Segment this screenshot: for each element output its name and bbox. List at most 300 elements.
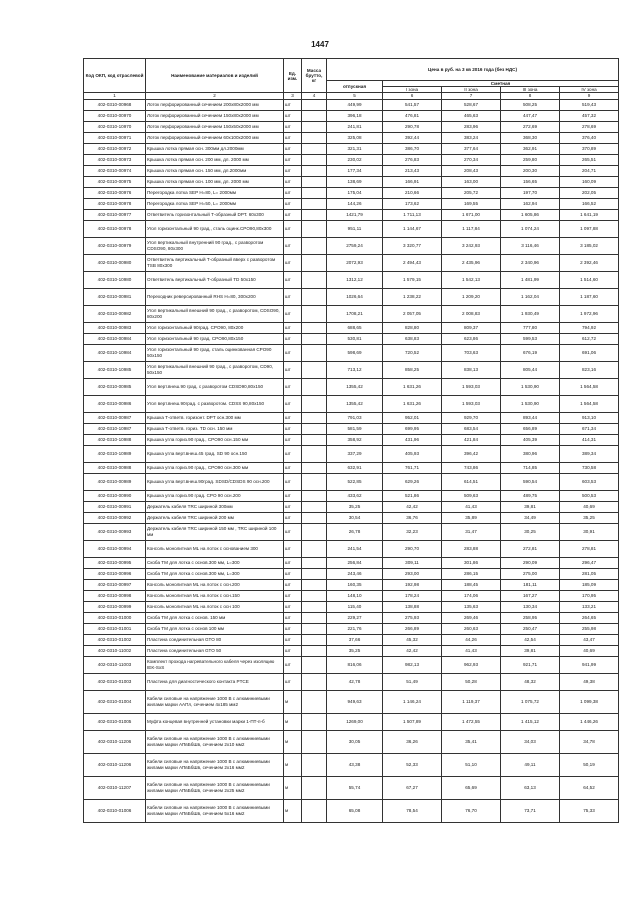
row-price-zone-2: 286,15 (442, 568, 501, 579)
row-mass (302, 165, 327, 176)
row-mass (302, 198, 327, 209)
row-name: Угол вертикальный внешний 90 град., с разворотом, CDSO90, 80х200 (146, 305, 284, 322)
table-row (84, 623, 619, 634)
row-unit: шт (284, 490, 302, 501)
row-unit: шт (284, 254, 302, 271)
row-name: Перегородка лотка SEP H=50, L= 2000мм (146, 198, 284, 209)
row-price-otpusk: 321,31 (327, 143, 383, 154)
table-row (84, 473, 619, 490)
row-name: Крышка Т-ответв. горизонт. DPT осн.300 мм (146, 412, 284, 423)
row-price-otpusk: 35,25 (327, 501, 383, 512)
header-zone-4: IV зона (560, 87, 619, 93)
row-price-zone-3: 156,65 (501, 176, 560, 187)
row-price-zone-4: 204,71 (560, 165, 619, 176)
row-price-zone-2: 1 119,37 (442, 690, 501, 713)
table-row (84, 423, 619, 434)
table-row (84, 395, 619, 412)
row-unit: шт (284, 220, 302, 237)
row-price-otpusk: 241,81 (327, 121, 383, 132)
row-name: Кабели силовые на напряжение 1000 В с алюминиевыми жилами марки АПвБбШв, сечением 5х16 мм2 (146, 799, 284, 822)
row-mass (302, 634, 327, 645)
column-number: 8 (501, 93, 560, 99)
row-code: 402-0310-00983 (84, 322, 146, 333)
row-unit: шт (284, 445, 302, 462)
row-unit: шт (284, 473, 302, 490)
row-name: Угол верт.внеш.90 град. с разворотом CDSD90,80х150 (146, 378, 284, 395)
row-price-zone-4: 1 564,58 (560, 378, 619, 395)
row-price-zone-4: 1 099,38 (560, 690, 619, 713)
row-mass (302, 110, 327, 121)
row-code: 402-0310-11206 (84, 730, 146, 753)
row-price-otpusk: 1421,79 (327, 209, 383, 220)
row-name: Крышка лотка прямая осн. 150 мм, дл.2000мм (146, 165, 284, 176)
row-price-zone-1: 431,96 (383, 434, 442, 445)
row-unit: шт (284, 143, 302, 154)
row-price-zone-2: 208,43 (442, 165, 501, 176)
row-price-zone-4: 50,19 (560, 753, 619, 776)
row-unit: шт (284, 132, 302, 143)
row-mass (302, 423, 327, 434)
row-code: 402-0310-00973 (84, 154, 146, 165)
row-code: 402-0310-00986 (84, 395, 146, 412)
row-price-zone-3: 34,49 (501, 512, 560, 523)
row-name: Угол вертикальный внутренний 90 град., с разворотом CDSO90, 80х300 (146, 237, 284, 254)
row-code: 402-0310-00988 (84, 462, 146, 473)
row-price-zone-4: 202,05 (560, 187, 619, 198)
table-row (84, 462, 619, 473)
row-code: 402-0310-00980 (84, 254, 146, 271)
row-name: Ответвитель вертикальный Т-образный вверх с разворотом TSB 80х300 (146, 254, 284, 271)
row-price-otpusk: 230,02 (327, 154, 383, 165)
table-row (84, 601, 619, 612)
row-price-zone-1: 541,57 (383, 99, 442, 110)
row-code: 402-0310-00989 (84, 473, 146, 490)
table-row (84, 634, 619, 645)
header-mass: Масса брутто, кг (302, 59, 327, 93)
row-price-zone-1: 1 631,26 (383, 395, 442, 412)
row-price-otpusk: 175,04 (327, 187, 383, 198)
row-name: Крышка лотка прямая осн. 200 мм, дл. 2000 мм (146, 154, 284, 165)
row-name: Крышка Т-ответв. гориз. TD осн. 150 мм (146, 423, 284, 434)
table-row (84, 730, 619, 753)
row-price-zone-2: 1 117,84 (442, 220, 501, 237)
row-price-zone-3: 656,89 (501, 423, 560, 434)
row-price-zone-2: 51,10 (442, 753, 501, 776)
row-name: Крышка угла верт.внеш.90град. SDSD/CDSDS 90 осн.200 (146, 473, 284, 490)
row-mass (302, 121, 327, 132)
row-name: Консоль монолитная ML на лоток с осн.200 (146, 579, 284, 590)
table-row (84, 656, 619, 673)
row-price-zone-1: 192,98 (383, 579, 442, 590)
row-price-zone-1: 178,24 (383, 590, 442, 601)
row-price-zone-3: 130,34 (501, 601, 560, 612)
row-name: Крышка лотка прямая осн. 100 мм, дл. 2000 мм (146, 176, 284, 187)
row-price-zone-2: 1 472,55 (442, 713, 501, 730)
row-mass (302, 344, 327, 361)
row-price-zone-1: 36,26 (383, 730, 442, 753)
row-code: 402-0310-00981 (84, 288, 146, 305)
row-price-zone-3: 1 415,12 (501, 713, 560, 730)
row-price-zone-1: 32,23 (383, 523, 442, 540)
table-row (84, 753, 619, 776)
row-price-zone-1: 275,93 (383, 612, 442, 623)
row-price-zone-4: 265,51 (560, 154, 619, 165)
row-price-zone-4: 3 185,02 (560, 237, 619, 254)
row-price-zone-2: 377,64 (442, 143, 501, 154)
row-price-zone-2: 174,06 (442, 590, 501, 601)
table-row (84, 333, 619, 344)
table-row (84, 776, 619, 799)
row-code: 402-0310-00979 (84, 237, 146, 254)
table-row (84, 445, 619, 462)
row-price-zone-2: 301,86 (442, 557, 501, 568)
row-unit: м (284, 690, 302, 713)
table-row (84, 568, 619, 579)
row-price-zone-4: 1 514,60 (560, 271, 619, 288)
row-price-zone-2: 929,70 (442, 412, 501, 423)
table-row (84, 673, 619, 690)
row-unit: шт (284, 305, 302, 322)
column-number: 1 (84, 93, 146, 99)
row-name: Крышка лотка прямая осн. 300мм дл.2000мм (146, 143, 284, 154)
row-price-zone-3: 258,95 (501, 612, 560, 623)
row-code: 402-0310-00987 (84, 412, 146, 423)
row-mass (302, 412, 327, 423)
row-mass (302, 395, 327, 412)
row-code: 402-0310-01002 (84, 634, 146, 645)
row-price-otpusk: 148,10 (327, 590, 383, 601)
row-price-zone-3: 39,81 (501, 645, 560, 656)
row-mass (302, 557, 327, 568)
row-code: 402-0310-11207 (84, 776, 146, 799)
row-price-zone-1: 952,01 (383, 412, 442, 423)
row-code: 402-0310-00977 (84, 209, 146, 220)
row-code: 402-0310-00985 (84, 378, 146, 395)
row-price-zone-1: 2 057,05 (383, 305, 442, 322)
row-mass (302, 713, 327, 730)
row-unit: шт (284, 645, 302, 656)
row-unit: м (284, 713, 302, 730)
row-price-zone-1: 1 146,24 (383, 690, 442, 713)
row-price-zone-4: 519,43 (560, 99, 619, 110)
row-price-zone-2: 1 593,03 (442, 395, 501, 412)
row-price-otpusk: 144,26 (327, 198, 383, 209)
row-price-zone-4: 49,38 (560, 673, 619, 690)
row-name: Угол горизонтальный 90град. CPO90, 80х200 (146, 322, 284, 333)
table-row (84, 132, 619, 143)
row-price-zone-4: 133,21 (560, 601, 619, 612)
row-unit: шт (284, 198, 302, 209)
row-code: 402-0310-00976 (84, 187, 146, 198)
row-price-zone-4: 1 972,96 (560, 305, 619, 322)
row-price-zone-1: 213,43 (383, 165, 442, 176)
row-price-otpusk: 55,74 (327, 776, 383, 799)
row-code: 402-0310-00984 (84, 333, 146, 344)
row-price-zone-1: 1 579,15 (383, 271, 442, 288)
row-mass (302, 361, 327, 378)
row-unit: шт (284, 187, 302, 198)
row-name: Муфта концевая внутренней установки марки 1-ПТ-п-б (146, 713, 284, 730)
row-price-zone-2: 270,34 (442, 154, 501, 165)
row-price-otpusk: 43,38 (327, 753, 383, 776)
row-price-zone-4: 1 446,26 (560, 713, 619, 730)
row-price-otpusk: 713,12 (327, 361, 383, 378)
row-price-zone-2: 35,89 (442, 512, 501, 523)
row-price-zone-4: 30,91 (560, 523, 619, 540)
row-price-zone-1: 405,93 (383, 445, 442, 462)
row-unit: шт (284, 361, 302, 378)
row-price-zone-4: 1 564,58 (560, 395, 619, 412)
row-mass (302, 220, 327, 237)
row-price-zone-4: 278,81 (560, 540, 619, 557)
row-price-zone-1: 293,00 (383, 568, 442, 579)
row-price-zone-3: 275,00 (501, 568, 560, 579)
row-unit: шт (284, 344, 302, 361)
table-row (84, 271, 619, 288)
row-name: Кабели силовые на напряжение 1000 В с алюминиевыми жилами марки АПвБбШв, сечением 2х16 мм2 (146, 753, 284, 776)
row-mass (302, 579, 327, 590)
row-price-zone-3: 167,27 (501, 590, 560, 601)
row-mass (302, 154, 327, 165)
table-row (84, 254, 619, 271)
row-price-otpusk: 325,08 (327, 132, 383, 143)
row-price-zone-4: 34,78 (560, 730, 619, 753)
row-price-zone-2: 188,45 (442, 579, 501, 590)
table-row (84, 412, 619, 423)
row-price-zone-3: 181,11 (501, 579, 560, 590)
row-code: 402-0310-10970 (84, 121, 146, 132)
row-price-otpusk: 138,69 (327, 176, 383, 187)
row-price-zone-4: 166,52 (560, 198, 619, 209)
row-price-zone-1: 3 320,77 (383, 237, 442, 254)
row-mass (302, 288, 327, 305)
row-price-zone-3: 290,09 (501, 557, 560, 568)
table-row (84, 799, 619, 822)
header-otpusk: отпускная (327, 81, 383, 93)
row-name: Консоль монолитная ML на лоток с осн.150 (146, 590, 284, 601)
row-price-otpusk: 229,27 (327, 612, 383, 623)
header-code: Код ОКП, код отраслевой (84, 59, 146, 93)
header-zone-1: I зона (383, 87, 442, 93)
table-row (84, 590, 619, 601)
row-price-otpusk: 221,76 (327, 623, 383, 634)
row-price-zone-1: 290,70 (383, 540, 442, 557)
row-price-zone-2: 44,26 (442, 634, 501, 645)
row-price-zone-3: 599,53 (501, 333, 560, 344)
row-mass (302, 776, 327, 799)
row-code: 402-0310-00971 (84, 132, 146, 143)
row-price-zone-3: 48,32 (501, 673, 560, 690)
row-name: Скоба ТМ для лотка с основ 100 мм (146, 623, 284, 634)
row-price-zone-2: 528,67 (442, 99, 501, 110)
row-price-zone-1: 982,13 (383, 656, 442, 673)
row-price-zone-4: 64,52 (560, 776, 619, 799)
row-price-otpusk: 26,78 (327, 523, 383, 540)
row-price-otpusk: 30,54 (327, 512, 383, 523)
row-unit: шт (284, 523, 302, 540)
row-price-zone-1: 138,88 (383, 601, 442, 612)
table-row (84, 237, 619, 254)
row-name: Лоток перфорированный сечением 60х100х2000 мм (146, 132, 284, 143)
row-price-zone-4: 1 641,19 (560, 209, 619, 220)
row-unit: шт (284, 568, 302, 579)
table-row (84, 143, 619, 154)
row-price-zone-1: 309,11 (383, 557, 442, 568)
row-price-zone-3: 30,25 (501, 523, 560, 540)
row-code: 402-0310-00968 (84, 99, 146, 110)
row-price-zone-3: 39,81 (501, 501, 560, 512)
row-price-zone-4: 75,33 (560, 799, 619, 822)
row-price-zone-2: 1 593,03 (442, 378, 501, 395)
header-name: Наименование материалов и изделий (146, 59, 284, 93)
row-name: Крышка угла гориз.90 град., CPO90 осн.150 мм (146, 434, 284, 445)
row-unit: шт (284, 378, 302, 395)
row-price-zone-4: 264,65 (560, 612, 619, 623)
row-price-otpusk: 35,25 (327, 645, 383, 656)
row-unit: м (284, 776, 302, 799)
row-price-zone-3: 2 340,96 (501, 254, 560, 271)
row-code: 402-0310-00990 (84, 490, 146, 501)
table-row (84, 523, 619, 540)
row-price-zone-4: 43,47 (560, 634, 619, 645)
row-name: Кабели силовые на напряжение 1000 В с алюминиевыми жилами марки ААПл, сечением 4х185 мм2 (146, 690, 284, 713)
row-mass (302, 523, 327, 540)
row-price-zone-1: 266,89 (383, 623, 442, 634)
row-price-zone-4: 500,53 (560, 490, 619, 501)
row-mass (302, 656, 327, 673)
row-unit: шт (284, 579, 302, 590)
row-price-zone-3: 1 481,99 (501, 271, 560, 288)
header-zone-3: III зона (501, 87, 560, 93)
row-unit: шт (284, 557, 302, 568)
row-price-zone-3: 1 162,04 (501, 288, 560, 305)
row-unit: шт (284, 237, 302, 254)
row-price-otpusk: 1708,21 (327, 305, 383, 322)
row-price-zone-2: 3 242,93 (442, 237, 501, 254)
column-number: 2 (146, 93, 284, 99)
table-row (84, 344, 619, 361)
table-row (84, 690, 619, 713)
row-unit: м (284, 730, 302, 753)
row-price-zone-3: 1 075,72 (501, 690, 560, 713)
row-mass (302, 209, 327, 220)
row-price-zone-3: 250,47 (501, 623, 560, 634)
table-row (84, 378, 619, 395)
row-unit: шт (284, 501, 302, 512)
row-price-otpusk: 598,69 (327, 344, 383, 361)
row-price-zone-1: 1 144,67 (383, 220, 442, 237)
row-price-zone-2: 509,63 (442, 490, 501, 501)
row-price-otpusk: 396,18 (327, 110, 383, 121)
row-price-zone-1: 1 631,26 (383, 378, 442, 395)
row-price-otpusk: 949,63 (327, 690, 383, 713)
row-mass (302, 176, 327, 187)
row-code: 402-0310-00998 (84, 590, 146, 601)
row-price-zone-2: 703,63 (442, 344, 501, 361)
row-price-zone-3: 49,11 (501, 753, 560, 776)
table-row (84, 110, 619, 121)
row-price-zone-3: 405,39 (501, 434, 560, 445)
row-price-zone-1: 210,66 (383, 187, 442, 198)
row-code: 402-0310-10984 (84, 344, 146, 361)
row-price-zone-4: 457,32 (560, 110, 619, 121)
row-unit: шт (284, 288, 302, 305)
column-number: 7 (442, 93, 501, 99)
table-row (84, 165, 619, 176)
row-price-zone-1: 699,95 (383, 423, 442, 434)
table-row (84, 490, 619, 501)
row-price-otpusk: 688,65 (327, 322, 383, 333)
row-code: 402-0310-11003 (84, 656, 146, 673)
row-mass (302, 590, 327, 601)
row-name: Лоток перфорированный сечением 150х50х2000 мм (146, 121, 284, 132)
table-row (84, 154, 619, 165)
row-price-zone-4: 603,53 (560, 473, 619, 490)
table-row (84, 361, 619, 378)
row-price-zone-1: 2 494,43 (383, 254, 442, 271)
row-mass (302, 445, 327, 462)
row-price-zone-4: 1 187,60 (560, 288, 619, 305)
row-price-zone-2: 41,43 (442, 645, 501, 656)
row-price-otpusk: 337,29 (327, 445, 383, 462)
table-row (84, 99, 619, 110)
header-price-title: Цена в руб. на 3 кв 2016 года (без НДС) (327, 59, 619, 81)
row-price-zone-3: 1 530,90 (501, 378, 560, 395)
row-name: Скоба ТМ для лотка с основ. 150 мм (146, 612, 284, 623)
row-price-zone-3: 805,44 (501, 361, 560, 378)
row-name: Переходник реверсированный RHS H=80, 300х200 (146, 288, 284, 305)
row-code: 402-0310-10988 (84, 434, 146, 445)
row-price-zone-1: 42,42 (383, 645, 442, 656)
row-price-zone-2: 623,86 (442, 333, 501, 344)
row-price-zone-1: 45,32 (383, 634, 442, 645)
row-price-otpusk: 1355,42 (327, 378, 383, 395)
row-price-zone-4: 281,05 (560, 568, 619, 579)
row-price-zone-1: 173,62 (383, 198, 442, 209)
row-price-zone-4: 941,99 (560, 656, 619, 673)
row-price-zone-2: 260,63 (442, 623, 501, 634)
row-price-zone-2: 1 542,13 (442, 271, 501, 288)
row-price-otpusk: 65,08 (327, 799, 383, 822)
row-name: Скоба ТМ для лотка с основ.300 мм, L=300 (146, 568, 284, 579)
row-code: 402-0310-01003 (84, 673, 146, 690)
row-price-zone-3: 590,54 (501, 473, 560, 490)
row-price-zone-3: 63,13 (501, 776, 560, 799)
row-price-zone-2: 1 209,20 (442, 288, 501, 305)
row-price-zone-1: 761,71 (383, 462, 442, 473)
row-price-otpusk: 1026,64 (327, 288, 383, 305)
row-price-zone-1: 386,70 (383, 143, 442, 154)
row-unit: шт (284, 673, 302, 690)
row-name: Крышка угла гориз.90 град. CPO 90 осн.200 (146, 490, 284, 501)
row-price-otpusk: 522,85 (327, 473, 383, 490)
row-unit: шт (284, 99, 302, 110)
row-price-zone-2: 743,86 (442, 462, 501, 473)
row-unit: шт (284, 110, 302, 121)
row-price-zone-2: 838,13 (442, 361, 501, 378)
row-price-zone-4: 913,10 (560, 412, 619, 423)
row-price-zone-2: 683,54 (442, 423, 501, 434)
row-mass (302, 601, 327, 612)
row-price-zone-3: 1 930,49 (501, 305, 560, 322)
table-row (84, 501, 619, 512)
row-price-zone-3: 259,80 (501, 154, 560, 165)
row-price-zone-4: 40,69 (560, 501, 619, 512)
row-unit: шт (284, 623, 302, 634)
row-price-zone-3: 197,70 (501, 187, 560, 198)
table-row (84, 121, 619, 132)
row-price-zone-2: 962,93 (442, 656, 501, 673)
